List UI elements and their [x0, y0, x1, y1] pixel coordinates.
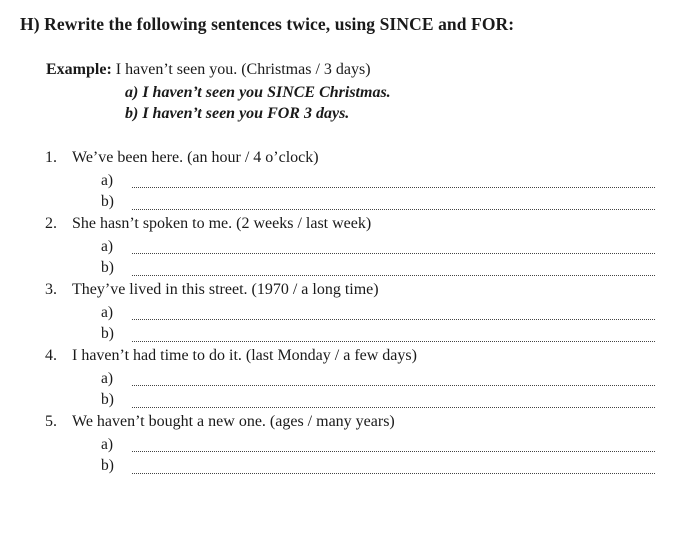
exercise-list [0, 149, 681, 479]
exercise-sentence: They’ve lived in this street. (1970 / a long time) [72, 281, 379, 298]
answer-label-a: a) [101, 172, 114, 189]
exercise-item-1 [0, 149, 681, 215]
answer-line-b[interactable] [132, 473, 655, 474]
answer-line-a[interactable] [132, 319, 655, 320]
answer-label-a: a) [101, 304, 114, 321]
exercise-item-3 [0, 281, 681, 347]
exercise-item-5 [0, 413, 681, 479]
answer-line-b[interactable] [132, 275, 655, 276]
exercise-sentence: I haven’t had time to do it. (last Monday / a few days) [72, 347, 417, 364]
answer-label-b: b) [101, 457, 114, 474]
answer-line-b[interactable] [132, 341, 655, 342]
exercise-item-4 [0, 347, 681, 413]
exercise-item-2 [0, 215, 681, 281]
example-label: Example: [46, 61, 112, 78]
example-line [46, 61, 371, 79]
exercise-prompt [45, 149, 319, 167]
answer-label-b: b) [101, 193, 114, 210]
exercise-number: 4. [45, 347, 57, 364]
exercise-prompt [45, 281, 379, 299]
answer-line-a[interactable] [132, 451, 655, 452]
exercise-number: 5. [45, 413, 57, 430]
exercise-number: 1. [45, 149, 57, 166]
answer-label-a: a) [101, 238, 114, 255]
answer-label-a: a) [101, 436, 114, 453]
answer-label-a: a) [101, 370, 114, 387]
answer-line-a[interactable] [132, 187, 655, 188]
answer-label-b: b) [101, 391, 114, 408]
exercise-sentence: We haven’t bought a new one. (ages / many years) [72, 413, 395, 430]
example-answer-b: b) I haven’t seen you FOR 3 days. [125, 105, 350, 122]
example-answer-a: a) I haven’t seen you SINCE Christmas. [125, 84, 391, 101]
exercise-number: 3. [45, 281, 57, 298]
answer-label-b: b) [101, 325, 114, 342]
exercise-sentence: We’ve been here. (an hour / 4 o’clock) [72, 149, 319, 166]
answer-line-a[interactable] [132, 385, 655, 386]
example-sentence: I haven’t seen you. (Christmas / 3 days) [111, 61, 371, 78]
exercise-number: 2. [45, 215, 57, 232]
exercise-prompt [45, 413, 395, 431]
answer-line-b[interactable] [132, 407, 655, 408]
exercise-prompt [45, 215, 371, 233]
exercise-prompt [45, 347, 417, 365]
answer-line-b[interactable] [132, 209, 655, 210]
exercise-sentence: She hasn’t spoken to me. (2 weeks / last week) [72, 215, 372, 232]
answer-line-a[interactable] [132, 253, 655, 254]
exercise-heading: H) Rewrite the following sentences twice, using SINCE and FOR: [20, 14, 515, 34]
answer-label-b: b) [101, 259, 114, 276]
